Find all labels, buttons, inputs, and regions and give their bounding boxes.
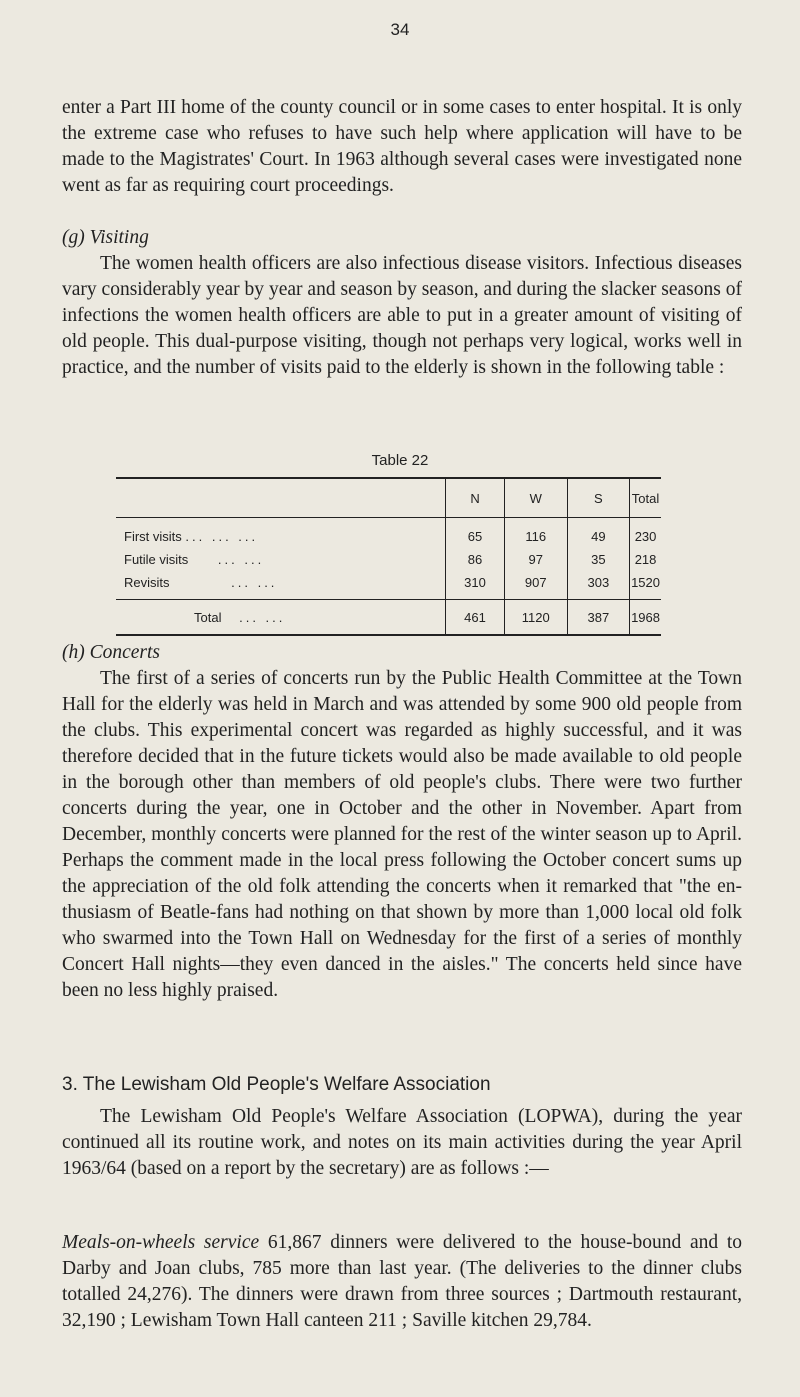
intro-paragraph: enter a Part III home of the county council or in some cases to enter hospital. It is only the extreme case who refuses to have such help where application will have to be made to the Magistrates' Court. In 1963 although several cases were investigated none went as far as requiring court proceedings. — [62, 97, 742, 196]
col-header-w: W — [504, 478, 567, 518]
row-label: First visits ... ... ... — [124, 529, 259, 544]
cell-w: 907 — [504, 571, 567, 600]
concerts-heading: (h) Concerts — [62, 642, 161, 663]
cell-n: 461 — [446, 600, 505, 636]
cell-w: 97 — [504, 548, 567, 571]
visiting-heading: (g) Visiting — [62, 227, 149, 248]
meals-paragraph — [62, 1230, 742, 1334]
intro-block — [62, 95, 742, 199]
cell-n: 310 — [446, 571, 505, 600]
cell-total: 1968 — [630, 600, 661, 636]
col-header-n: N — [446, 478, 505, 518]
meals-lead: Meals-on-wheels service — [62, 1232, 260, 1253]
cell-s: 387 — [567, 600, 629, 636]
cell-w: 116 — [504, 518, 567, 549]
visiting-paragraph: The women health officers are also infectious disease visitors. Infectious diseases vary considerably year by year and season by season, and during the slacker seasons of infections the women health officers are able to put in a greater amount of visiting of old people. This dual-purpose visiting, though not perhaps very logical, works well in practice, and the number of visits paid to the elderly is shown in the following table : — [62, 253, 742, 378]
lopwa-paragraph: The Lewisham Old People's Welfare Association (LOPWA), during the year continued all its routine work, and notes on its main activities during the year April 1963/64 (based on a report by the secretary) are as follows :— — [62, 1106, 742, 1179]
concerts-section — [62, 640, 742, 1004]
col-header-s: S — [567, 478, 629, 518]
visiting-section — [62, 225, 742, 381]
page-number: 34 — [390, 20, 410, 39]
table-header-row — [116, 478, 661, 518]
row-label: Total ... ... — [116, 600, 446, 636]
row-label: Futile visits ... ... — [124, 552, 265, 567]
cell-total: 230 — [630, 518, 661, 549]
cell-s: 303 — [567, 571, 629, 600]
concerts-paragraph: The first of a series of concerts run by the Public Health Committee at the Town Hall for the elderly was held in March and was attended by some 900 old people from the clubs. This experimental concert was regarded as highly successful, and it was therefore decided that in the future tickets would also be made available to old people in the borough other than members of old people's clubs. There were two further concerts during the year, one in October and the other in November. Apart from December, monthly concerts were planned for the rest of the winter season up to April. Perhaps the comment made in the local press following the October concert sums up the appreciation of the old folk attending the concerts when it remarked that "the en-thusiasm of Beatle-fans had nothing on that shown by more than 1,000 local old folk who swarmed into the Town Hall on Wednesday for the first of a series of monthly Concert Hall nights—they even danced in the aisles." The concerts held since have been no less highly praised. — [62, 668, 742, 1001]
cell-n: 86 — [446, 548, 505, 571]
table-title: Table 22 — [371, 452, 429, 469]
cell-total: 1520 — [630, 571, 661, 600]
table-header-blank — [116, 478, 446, 518]
table-row-first-visits — [116, 518, 661, 549]
table-row-revisits — [116, 571, 661, 600]
cell-s: 49 — [567, 518, 629, 549]
cell-n: 65 — [446, 518, 505, 549]
table-row-futile-visits — [116, 548, 661, 571]
visits-table — [116, 477, 661, 636]
meals-section — [62, 1230, 742, 1334]
col-header-total: Total — [630, 478, 661, 518]
lopwa-section — [62, 1072, 742, 1182]
cell-s: 35 — [567, 548, 629, 571]
table-row-total — [116, 600, 661, 636]
row-label: Revisits ... ... — [124, 575, 278, 590]
cell-w: 1120 — [504, 600, 567, 636]
cell-total: 218 — [630, 548, 661, 571]
meals-text: 61,867 dinners were delivered to the house-bound and to Darby and Joan clubs, 785 more than last year. (The deliveries to the dinner clubs totalled 24,276). The dinners were drawn from three sources ; Dartmouth restaurant, 32,190 ; Lewisham Town Hall canteen 211 ; Saville kitchen 29,784. — [62, 1232, 743, 1331]
section-heading: 3. The Lewisham Old People's Welfare Association — [62, 1074, 491, 1095]
